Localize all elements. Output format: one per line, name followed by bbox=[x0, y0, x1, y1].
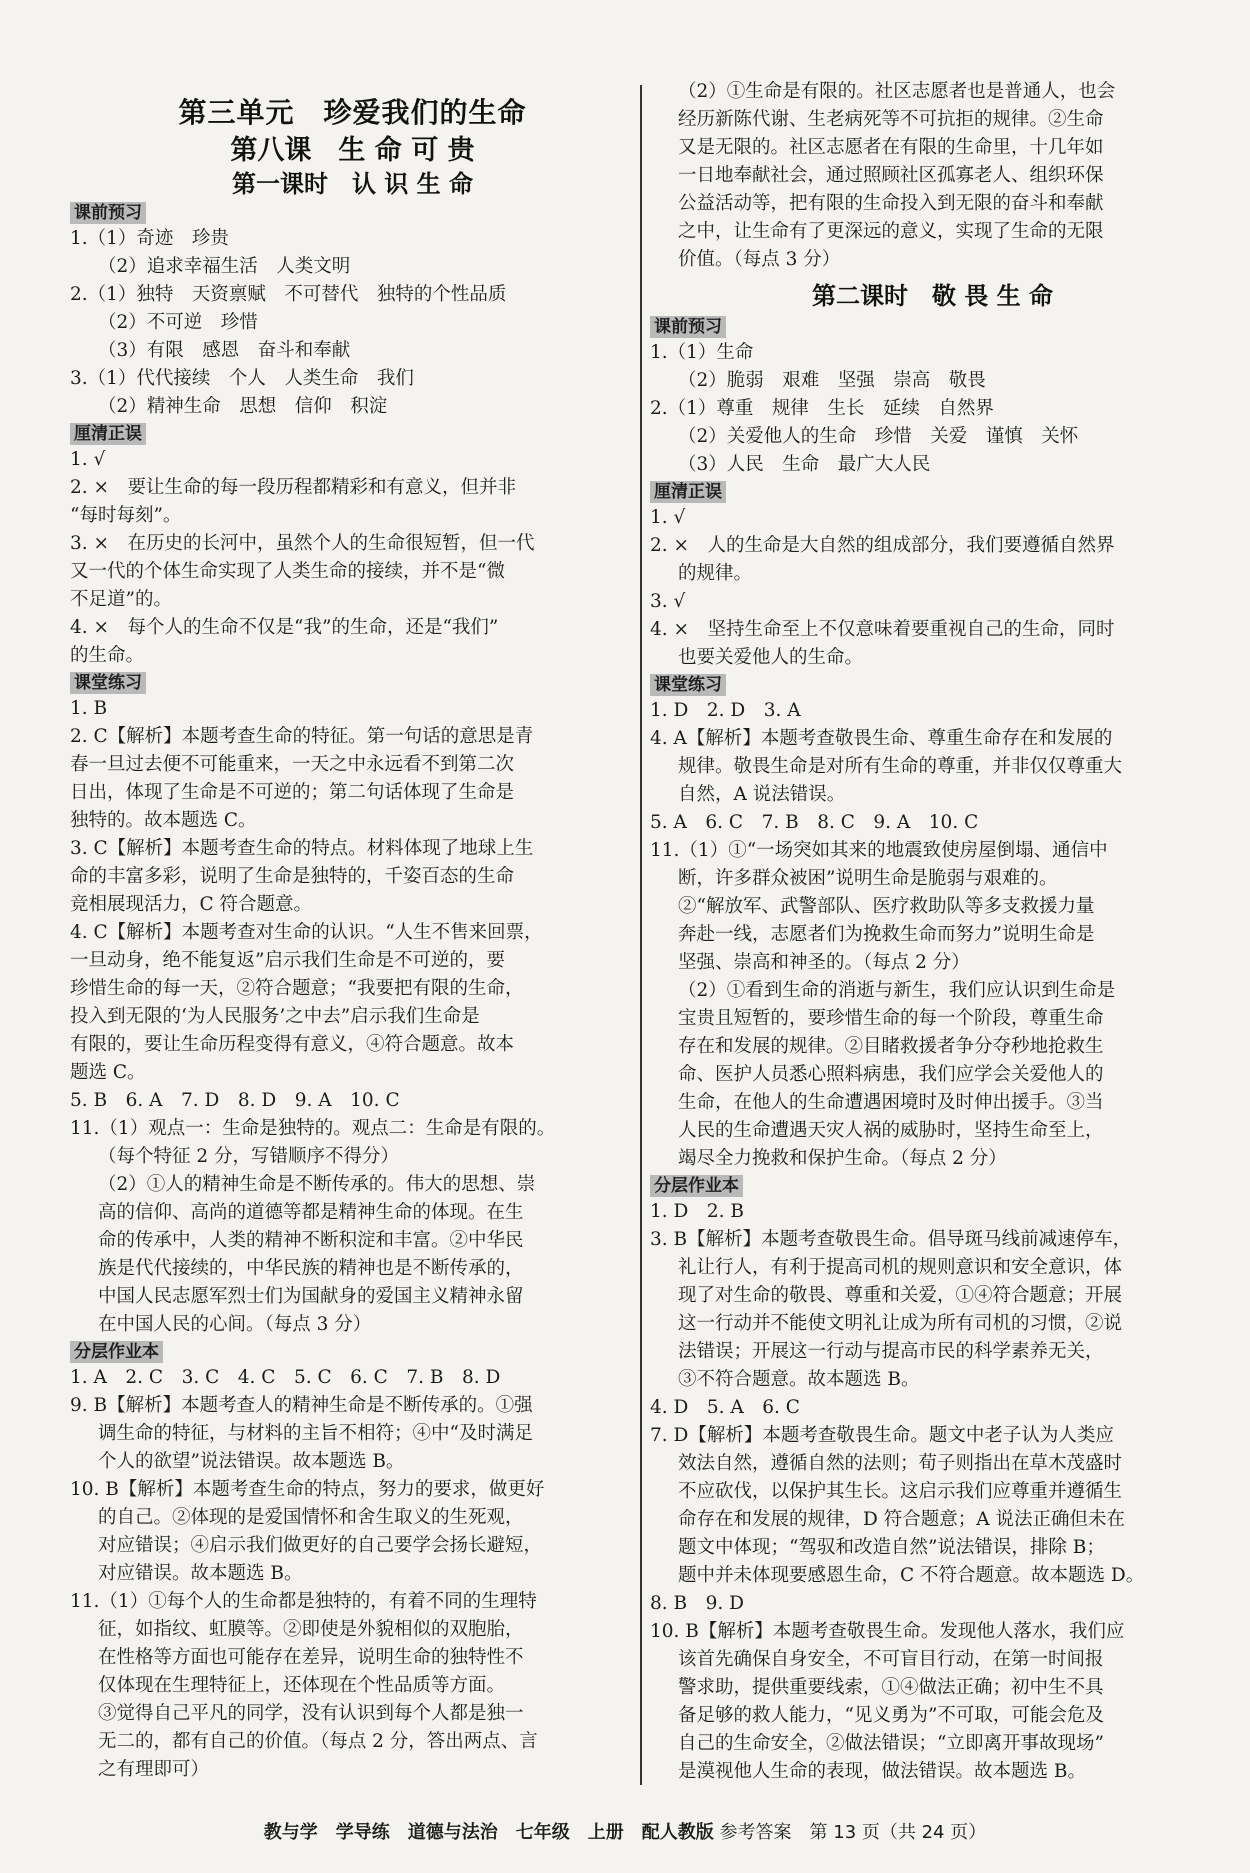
answer-line: ②“解放军、武警部队、医疗救助队等多支救援力量 bbox=[678, 896, 1095, 917]
answer-line: 5. B 6. A 7. D 8. D 9. A 10. C bbox=[70, 1090, 400, 1111]
answer-line: 3.（1）代代接续 个人 人类生命 我们 bbox=[70, 368, 414, 389]
section-label: 课前预习 bbox=[650, 316, 726, 338]
answer-line: 一旦动身，绝不能复返”启示我们生命是不可逆的，要 bbox=[70, 950, 505, 971]
answer-line: 调生命的特征，与材料的主旨不相符；④中“及时满足 bbox=[98, 1423, 533, 1444]
answer-line: 投入到无限的‘为人民服务’之中去”启示我们生命是 bbox=[70, 1006, 480, 1027]
answer-line: 礼让行人，有利于提高司机的规则意识和安全意识，体 bbox=[678, 1257, 1123, 1278]
section-label: 厘清正误 bbox=[650, 481, 726, 503]
answer-line: 无二的，都有自己的价值。（每点 2 分，答出两点、言 bbox=[98, 1731, 538, 1752]
answer-line: 中国人民志愿军烈士们为国献身的爱国主义精神永留 bbox=[98, 1286, 524, 1307]
answer-line: 9. B【解析】本题考查人的精神生命是不断传承的。①强 bbox=[70, 1395, 533, 1416]
right-sections bbox=[650, 314, 1215, 1786]
answer-line: 1. B bbox=[70, 698, 108, 719]
answer-line: ③不符合题意。故本题选 B。 bbox=[678, 1369, 920, 1390]
lesson-title: 第八课 生 命 可 贵 bbox=[230, 135, 475, 166]
answer-line: 独特的。故本题选 C。 bbox=[70, 810, 257, 831]
page-footer bbox=[0, 1818, 1250, 1844]
answer-line: 竭尽全力挽救和保护生命。（每点 2 分） bbox=[678, 1148, 1007, 1169]
answer-line: 族是代代接续的，中华民族的精神也是不断传承的， bbox=[98, 1258, 524, 1279]
answer-line: 3. × 在历史的长河中，虽然个人的生命很短暂，但一代 bbox=[70, 533, 535, 554]
answer-line: 法错误；开展这一行动与提高市民的科学素养无关， bbox=[678, 1341, 1104, 1362]
answer-line: 自己的生命安全，②做法错误；“立即离开事故现场” bbox=[678, 1733, 1104, 1754]
answer-line: 1. D 2. D 3. A bbox=[650, 700, 801, 721]
section-label: 分层作业本 bbox=[650, 1175, 743, 1197]
answer-line: （2）精神生命 思想 信仰 积淀 bbox=[98, 396, 388, 417]
answer-line: 在中国人民的心间。（每点 3 分） bbox=[98, 1314, 372, 1335]
answer-line: 对应错误；④启示我们做更好的自己要学会扬长避短， bbox=[98, 1535, 543, 1556]
right-column bbox=[650, 78, 1215, 1786]
answer-line: 2. C【解析】本题考查生命的特征。第一句话的意思是青 bbox=[70, 726, 534, 747]
answer-line: 人民的生命遭遇天灾人祸的威胁时，坚持生命至上， bbox=[678, 1120, 1104, 1141]
answer-line: 在性格等方面也可能存在差异，说明生命的独特性不 bbox=[98, 1647, 524, 1668]
answer-line: （2）追求幸福生活 人类文明 bbox=[98, 256, 351, 277]
unit-title: 第三单元 珍爱我们的生命 bbox=[178, 96, 527, 129]
answer-line: 备足够的救人能力，“见义勇为”不可取，可能会危及 bbox=[678, 1705, 1104, 1726]
answer-line: 2.（1）独特 天资禀赋 不可替代 独特的个性品质 bbox=[70, 284, 507, 305]
answer-line: 又是无限的。社区志愿者在有限的生命里，十几年如 bbox=[678, 137, 1104, 158]
right-intro bbox=[650, 78, 1215, 274]
footer-page-info: 参考答案 第 13 页（共 24 页） bbox=[719, 1822, 987, 1843]
section-label: 分层作业本 bbox=[70, 1341, 163, 1363]
answer-line: 7. D【解析】本题考查敬畏生命。题文中老子认为人类应 bbox=[650, 1425, 1114, 1446]
answer-line: 珍惜生命的每一天，②符合题意；“我要把有限的生命， bbox=[70, 978, 524, 999]
period-title-2: 第二课时 敬 畏 生 命 bbox=[811, 281, 1054, 310]
answer-line: 规律。敬畏生命是对所有生命的尊重，并非仅仅尊重大 bbox=[678, 756, 1123, 777]
answer-line: 是漠视他人生命的表现，做法错误。故本题选 B。 bbox=[678, 1761, 1086, 1782]
section-label: 厘清正误 bbox=[70, 423, 146, 445]
answer-line: 5. A 6. C 7. B 8. C 9. A 10. C bbox=[650, 812, 979, 833]
answer-section bbox=[70, 1339, 635, 1784]
answer-line: 题文中体现；“驾驭和改造自然”说法错误，排除 B； bbox=[678, 1537, 1105, 1558]
answer-line: 1.（1）生命 bbox=[650, 342, 754, 363]
answer-line: 的自己。②体现的是爱国情怀和舍生取义的生死观， bbox=[98, 1507, 524, 1528]
answer-line: （3）有限 感恩 奋斗和奉献 bbox=[98, 340, 351, 361]
answer-line: 10. B【解析】本题考查敬畏生命。发现他人落水，我们应 bbox=[650, 1621, 1125, 1642]
answer-line: 现了对生命的敬畏、尊重和关爱，①④符合题意；开展 bbox=[678, 1285, 1123, 1306]
answer-section bbox=[650, 672, 1215, 1173]
answer-line: 坚强、崇高和神圣的。（每点 2 分） bbox=[678, 952, 970, 973]
answer-line: 又一代的个体生命实现了人类生命的接续，并不是“微 bbox=[70, 561, 505, 582]
answer-line: （每个特征 2 分，写错顺序不得分） bbox=[98, 1146, 400, 1167]
answer-line: 竞相展现活力，C 符合题意。 bbox=[70, 894, 313, 915]
answer-line: （2）脆弱 艰难 坚强 崇高 敬畏 bbox=[678, 370, 986, 391]
footer-book: 教与学 学导练 道德与法治 七年级 上册 配人教版 bbox=[263, 1822, 714, 1843]
answer-line: 1. √ bbox=[650, 507, 686, 528]
answer-line: 生命，在他人的生命遭遇困境时及时伸出援手。③当 bbox=[678, 1092, 1104, 1113]
answer-section bbox=[650, 1173, 1215, 1786]
answer-line: 3. C【解析】本题考查生命的特点。材料体现了地球上生 bbox=[70, 838, 534, 859]
answer-line: 1. A 2. C 3. C 4. C 5. C 6. C 7. B 8. D bbox=[70, 1367, 501, 1388]
answer-line: 公益活动等，把有限的生命投入到无限的奋斗和奉献 bbox=[678, 193, 1104, 214]
answer-line: 命的传承中，人类的精神不断积淀和丰富。②中华民 bbox=[98, 1230, 524, 1251]
answer-line: 4. D 5. A 6. C bbox=[650, 1397, 800, 1418]
answer-line: 4. × 坚持生命至上不仅意味着要重视自己的生命，同时 bbox=[650, 619, 1115, 640]
answer-line: （2）关爱他人的生命 珍惜 关爱 谨慎 关怀 bbox=[678, 426, 1079, 447]
answer-line: 题选 C。 bbox=[70, 1062, 146, 1083]
answer-line: 断，许多群众被困”说明生命是脆弱与艰难的。 bbox=[678, 868, 1058, 889]
answer-line: 3. √ bbox=[650, 591, 686, 612]
period-title: 第一课时 认 识 生 命 bbox=[231, 169, 474, 198]
answer-line: 春一旦过去便不可能重来，一天之中永远看不到第二次 bbox=[70, 754, 515, 775]
answer-line: 3. B【解析】本题考查敬畏生命。倡导斑马线前减速停车， bbox=[650, 1229, 1132, 1250]
answer-line: 10. B【解析】本题考查生命的特点，努力的要求，做更好 bbox=[70, 1479, 545, 1500]
section-label: 课堂练习 bbox=[650, 674, 726, 696]
answer-line: 命、医护人员悉心照料病患，我们应学会关爱他人的 bbox=[678, 1064, 1104, 1085]
answer-line: 价值。（每点 3 分） bbox=[678, 249, 841, 270]
answer-line: 1.（1）奇迹 珍贵 bbox=[70, 228, 229, 249]
answer-line: （2）①看到生命的消逝与新生，我们应认识到生命是 bbox=[678, 980, 1116, 1001]
answer-line: 不应砍伐，以保护其生长。这启示我们应尊重并遵循生 bbox=[678, 1481, 1123, 1502]
answer-line: 有限的，要让生命历程变得有意义，④符合题意。故本 bbox=[70, 1034, 515, 1055]
answer-line: 之中，让生命有了更深远的意义，实现了生命的无限 bbox=[678, 221, 1104, 242]
answer-line: 4. × 每个人的生命不仅是“我”的生命，还是“我们” bbox=[70, 617, 499, 638]
answer-line: 宝贵且短暂的，要珍惜生命的每一个阶段，尊重生命 bbox=[678, 1008, 1104, 1029]
answer-line: 这一行动并不能使文明礼让成为所有司机的习惯，②说 bbox=[678, 1313, 1123, 1334]
answer-line: 11.（1）①每个人的生命都是独特的，有着不同的生理特 bbox=[70, 1591, 537, 1612]
answer-line: 也要关爱他人的生命。 bbox=[678, 647, 864, 668]
section-label: 课前预习 bbox=[70, 202, 146, 224]
answer-line: 存在和发展的规律。②目睹救援者争分夺秒地抢救生 bbox=[678, 1036, 1104, 1057]
answer-line: 该首先确保自身安全，不可盲目行动，在第一时间报 bbox=[678, 1649, 1104, 1670]
answer-line: 高的信仰、高尚的道德等都是精神生命的体现。在生 bbox=[98, 1202, 524, 1223]
answer-line: 4. A【解析】本题考查敬畏生命、尊重生命存在和发展的 bbox=[650, 728, 1113, 749]
answer-line: 仅体现在生理特征上，还体现在个性品质等方面。 bbox=[98, 1675, 506, 1696]
answer-line: 的规律。 bbox=[678, 563, 753, 584]
answer-line: 1. √ bbox=[70, 449, 106, 470]
answer-section bbox=[70, 670, 635, 1339]
answer-line: 日出，体现了生命是不可逆的；第二句话体现了生命是 bbox=[70, 782, 515, 803]
answer-line: （3）人民 生命 最广大人民 bbox=[678, 454, 931, 475]
answer-line: 自然，A 说法错误。 bbox=[678, 784, 846, 805]
answer-section bbox=[70, 200, 635, 421]
answer-line: 2.（1）尊重 规律 生长 延续 自然界 bbox=[650, 398, 994, 419]
answer-section bbox=[70, 421, 635, 670]
answer-line: 11.（1）①“一场突如其来的地震致使房屋倒塌、通信中 bbox=[650, 840, 1108, 861]
answer-line: （2）不可逆 珍惜 bbox=[98, 312, 258, 333]
answer-line: 的生命。 bbox=[70, 645, 145, 666]
answer-line: 对应错误。故本题选 B。 bbox=[98, 1563, 303, 1584]
answer-line: （2）①生命是有限的。社区志愿者也是普通人，也会 bbox=[678, 81, 1116, 102]
answer-section bbox=[650, 479, 1215, 672]
answer-line: 征，如指纹、虹膜等。②即使是外貌相似的双胞胎， bbox=[98, 1619, 524, 1640]
answer-line: ③觉得自己平凡的同学，没有认识到每个人都是独一 bbox=[98, 1703, 524, 1724]
answer-line: 2. × 要让生命的每一段历程都精彩和有意义，但并非 bbox=[70, 477, 517, 498]
answer-line: 经历新陈代谢、生老病死等不可抗拒的规律。②生命 bbox=[678, 109, 1104, 130]
section-label: 课堂练习 bbox=[70, 672, 146, 694]
answer-line: 一日地奉献社会，通过照顾社区孤寡老人、组织环保 bbox=[678, 165, 1104, 186]
answer-line: 命的丰富多彩，说明了生命是独特的，千姿百态的生命 bbox=[70, 866, 515, 887]
answer-line: 警求助，提供重要线索，①④做法正确；初中生不具 bbox=[678, 1677, 1104, 1698]
answer-line: 命存在和发展的规律，D 符合题意；A 说法正确但未在 bbox=[678, 1509, 1125, 1530]
column-divider bbox=[640, 85, 642, 1785]
answer-line: 奔赴一线，志愿者们为挽救生命而努力”说明生命是 bbox=[678, 924, 1095, 945]
answer-line: 个人的欲望”说法错误。故本题选 B。 bbox=[98, 1451, 405, 1472]
answer-line: 之有理即可） bbox=[98, 1759, 210, 1780]
answer-line: （2）①人的精神生命是不断传承的。伟大的思想、崇 bbox=[98, 1174, 536, 1195]
answer-line: 8. B 9. D bbox=[650, 1593, 744, 1614]
answer-line: 不足道”的。 bbox=[70, 589, 172, 610]
answer-section bbox=[650, 314, 1215, 479]
left-sections bbox=[70, 200, 635, 1784]
answer-line: 2. × 人的生命是大自然的组成部分，我们要遵循自然界 bbox=[650, 535, 1115, 556]
answer-line: 效法自然，遵循自然的法则；荀子则指出在草木茂盛时 bbox=[678, 1453, 1123, 1474]
left-column bbox=[70, 78, 635, 1784]
answer-line: 4. C【解析】本题考查对生命的认识。“人生不售来回票， bbox=[70, 922, 543, 943]
answer-line: 题中并未体现要感恩生命，C 不符合题意。故本题选 D。 bbox=[678, 1565, 1145, 1586]
answer-line: 11.（1）观点一：生命是独特的。观点二：生命是有限的。 bbox=[70, 1118, 556, 1139]
answer-line: “每时每刻”。 bbox=[70, 505, 182, 526]
answer-line: 1. D 2. B bbox=[650, 1201, 744, 1222]
